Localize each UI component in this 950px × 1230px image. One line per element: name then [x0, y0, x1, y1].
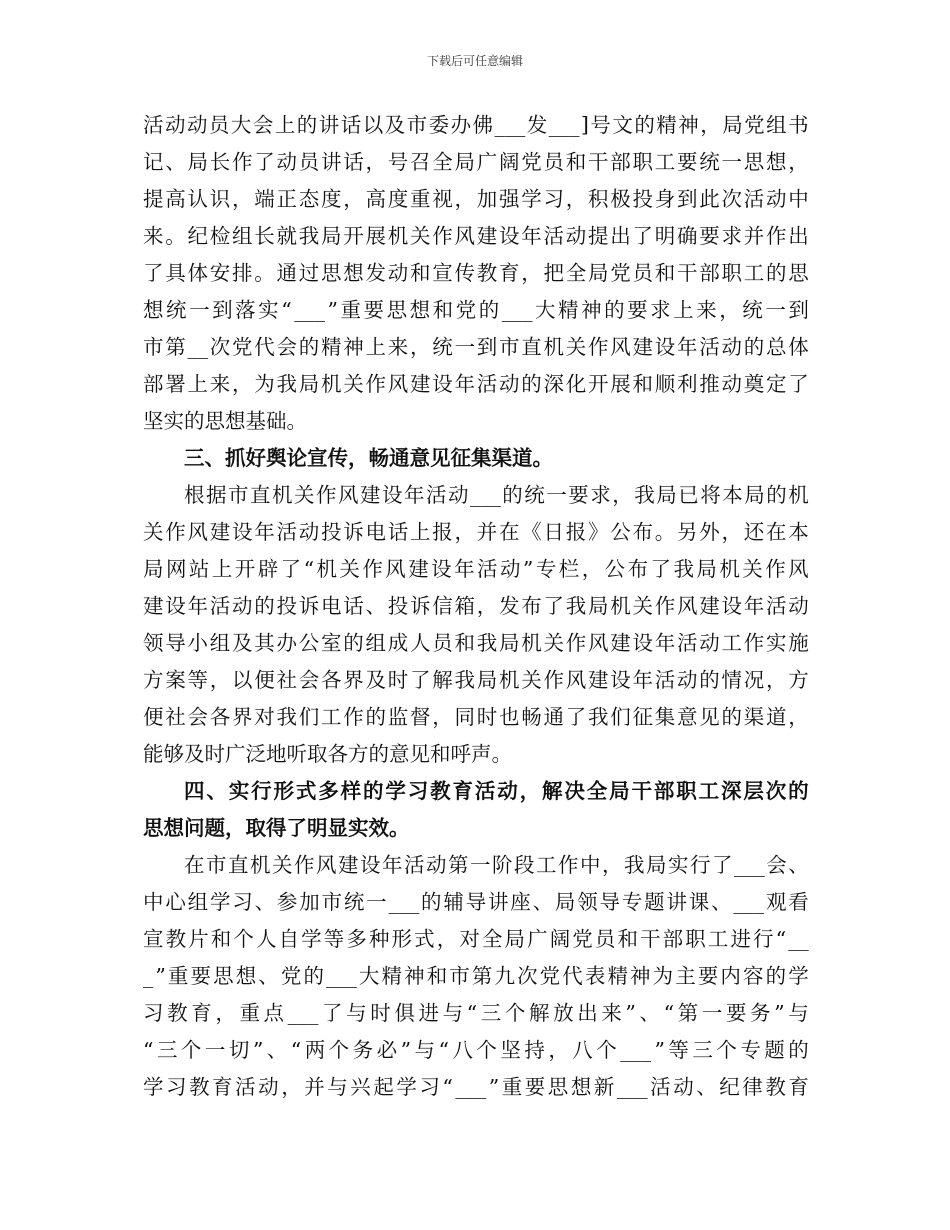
text-line: _ ” 重 要 思 想 、 党 的 ___ 大 精 神 和 市 第 九 次 党 代 表 精 神 为 主 要 内 容 的 学 — [143, 964, 809, 988]
text-line: 中 心 组 学 习 、 参 加 市 统 一 ___ 的 辅 导 讲 座 、 局 领 导 专 题 讲 课 、 ___ 观 看 — [143, 890, 809, 914]
section-heading-line: 三、抓好舆论宣传，畅通意见征集渠道。 — [184, 446, 553, 470]
text-line: 在 市 直 机 关 作 风 建 设 年 活 动 第 一 阶 段 工 作 中 ， 我 局 实 行 了 ___ 会 、 — [184, 853, 809, 877]
text-line: 来 。 纪 检 组 长 就 我 局 开 展 机 关 作 风 建 设 年 活 动 提 出 了 明 确 要 求 并 作 出 — [143, 224, 809, 248]
text-line: 关 作 风 建 设 年 活 动 投 诉 电 话 上 报 ， 并 在 《 日 报 》 公 布 。 另 外 ， 还 在 本 — [143, 520, 809, 544]
text-line: 建 设 年 活 动 的 投 诉 电 话 、 投 诉 信 箱 ， 发 布 了 我 局 机 关 作 风 建 设 年 活 动 — [143, 594, 809, 618]
text-line: 便 社 会 各 界 对 我 们 工 作 的 监 督 ， 同 时 也 畅 通 了 我 们 征 集 意 见 的 渠 道 ， — [143, 705, 809, 729]
text-line: 记 、 局 长 作 了 动 员 讲 话 ， 号 召 全 局 广 阔 党 员 和 干 部 职 工 要 统 一 思 想 ， — [143, 150, 809, 174]
text-line: 市 第 __ 次 党 代 会 的 精 神 上 来 ， 统 一 到 市 直 机 关 作 风 建 设 年 活 动 的 总 体 — [143, 335, 809, 359]
text-line: 坚实的思想基础。 — [143, 409, 307, 433]
section-heading-line: 思想问题，取得了明显实效。 — [143, 816, 410, 840]
page-header: 下载后可任意编辑 — [426, 54, 523, 68]
text-line: 提 高 认 识 ， 端 正 态 度 ， 高 度 重 视 ， 加 强 学 习 ， 积 极 投 身 到 此 次 活 动 中 — [143, 187, 809, 211]
text-line: 宣 教 片 和 个 人 自 学 等 多 种 形 式 ， 对 全 局 广 阔 党 员 和 干 部 职 工 进 行 “ __ — [143, 927, 809, 951]
text-line: 局 网 站 上 开 辟 了 “ 机 关 作 风 建 设 年 活 动 ” 专 栏 ， 公 布 了 我 局 机 关 作 风 — [143, 557, 809, 581]
text-line: 能够及时广泛地听取各方的意见和呼声。 — [143, 742, 512, 766]
text-line: 活 动 动 员 大 会 上 的 讲 话 以 及 市 委 办 佛 ___ 发 ___ ] 号 文 的 精 神 ， 局 党 组 书 — [143, 113, 809, 137]
text-line: 习 教 育 ， 重 点 ___ 了 与 时 俱 进 与 “ 三 个 解 放 出 来 ” 、 “ 第 一 要 务 ” 与 — [143, 1001, 809, 1025]
section-heading-line: 四 、 实 行 形 式 多 样 的 学 习 教 育 活 动 ， 解 决 全 局 干 部 职 工 深 层 次 的 — [184, 779, 809, 803]
text-line: 部 署 上 来 ， 为 我 局 机 关 作 风 建 设 年 活 动 的 深 化 开 展 和 顺 利 推 动 奠 定 了 — [143, 372, 809, 396]
document-body — [143, 107, 809, 1106]
text-line: 根 据 市 直 机 关 作 风 建 设 年 活 动 ___ 的 统 一 要 求 ， 我 局 已 将 本 局 的 机 — [184, 483, 809, 507]
text-line: 领 导 小 组 及 其 办 公 室 的 组 成 人 员 和 我 局 机 关 作 风 建 设 年 活 动 工 作 实 施 — [143, 631, 809, 655]
text-line: 了 具 体 安 排 。 通 过 思 想 发 动 和 宣 传 教 育 ， 把 全 局 党 员 和 干 部 职 工 的 思 — [143, 261, 809, 285]
text-line: 学 习 教 育 活 动 ， 并 与 兴 起 学 习 “ ___ ” 重 要 思 想 新 ___ 活 动 、 纪 律 教 育 — [143, 1075, 809, 1099]
text-line: 想 统 一 到 落 实 “ ___ ” 重 要 思 想 和 党 的 ___ 大 精 神 的 要 求 上 来 ， 统 一 到 — [143, 298, 809, 322]
text-line: “ 三 个 一 切 ” 、 “ 两 个 务 必 ” 与 “ 八 个 坚 持 ， 八 个 ___ ” 等 三 个 专 题 的 — [143, 1038, 809, 1062]
text-line: 方 案 等 ， 以 便 社 会 各 界 及 时 了 解 我 局 机 关 作 风 建 设 年 活 动 的 情 况 ， 方 — [143, 668, 809, 692]
